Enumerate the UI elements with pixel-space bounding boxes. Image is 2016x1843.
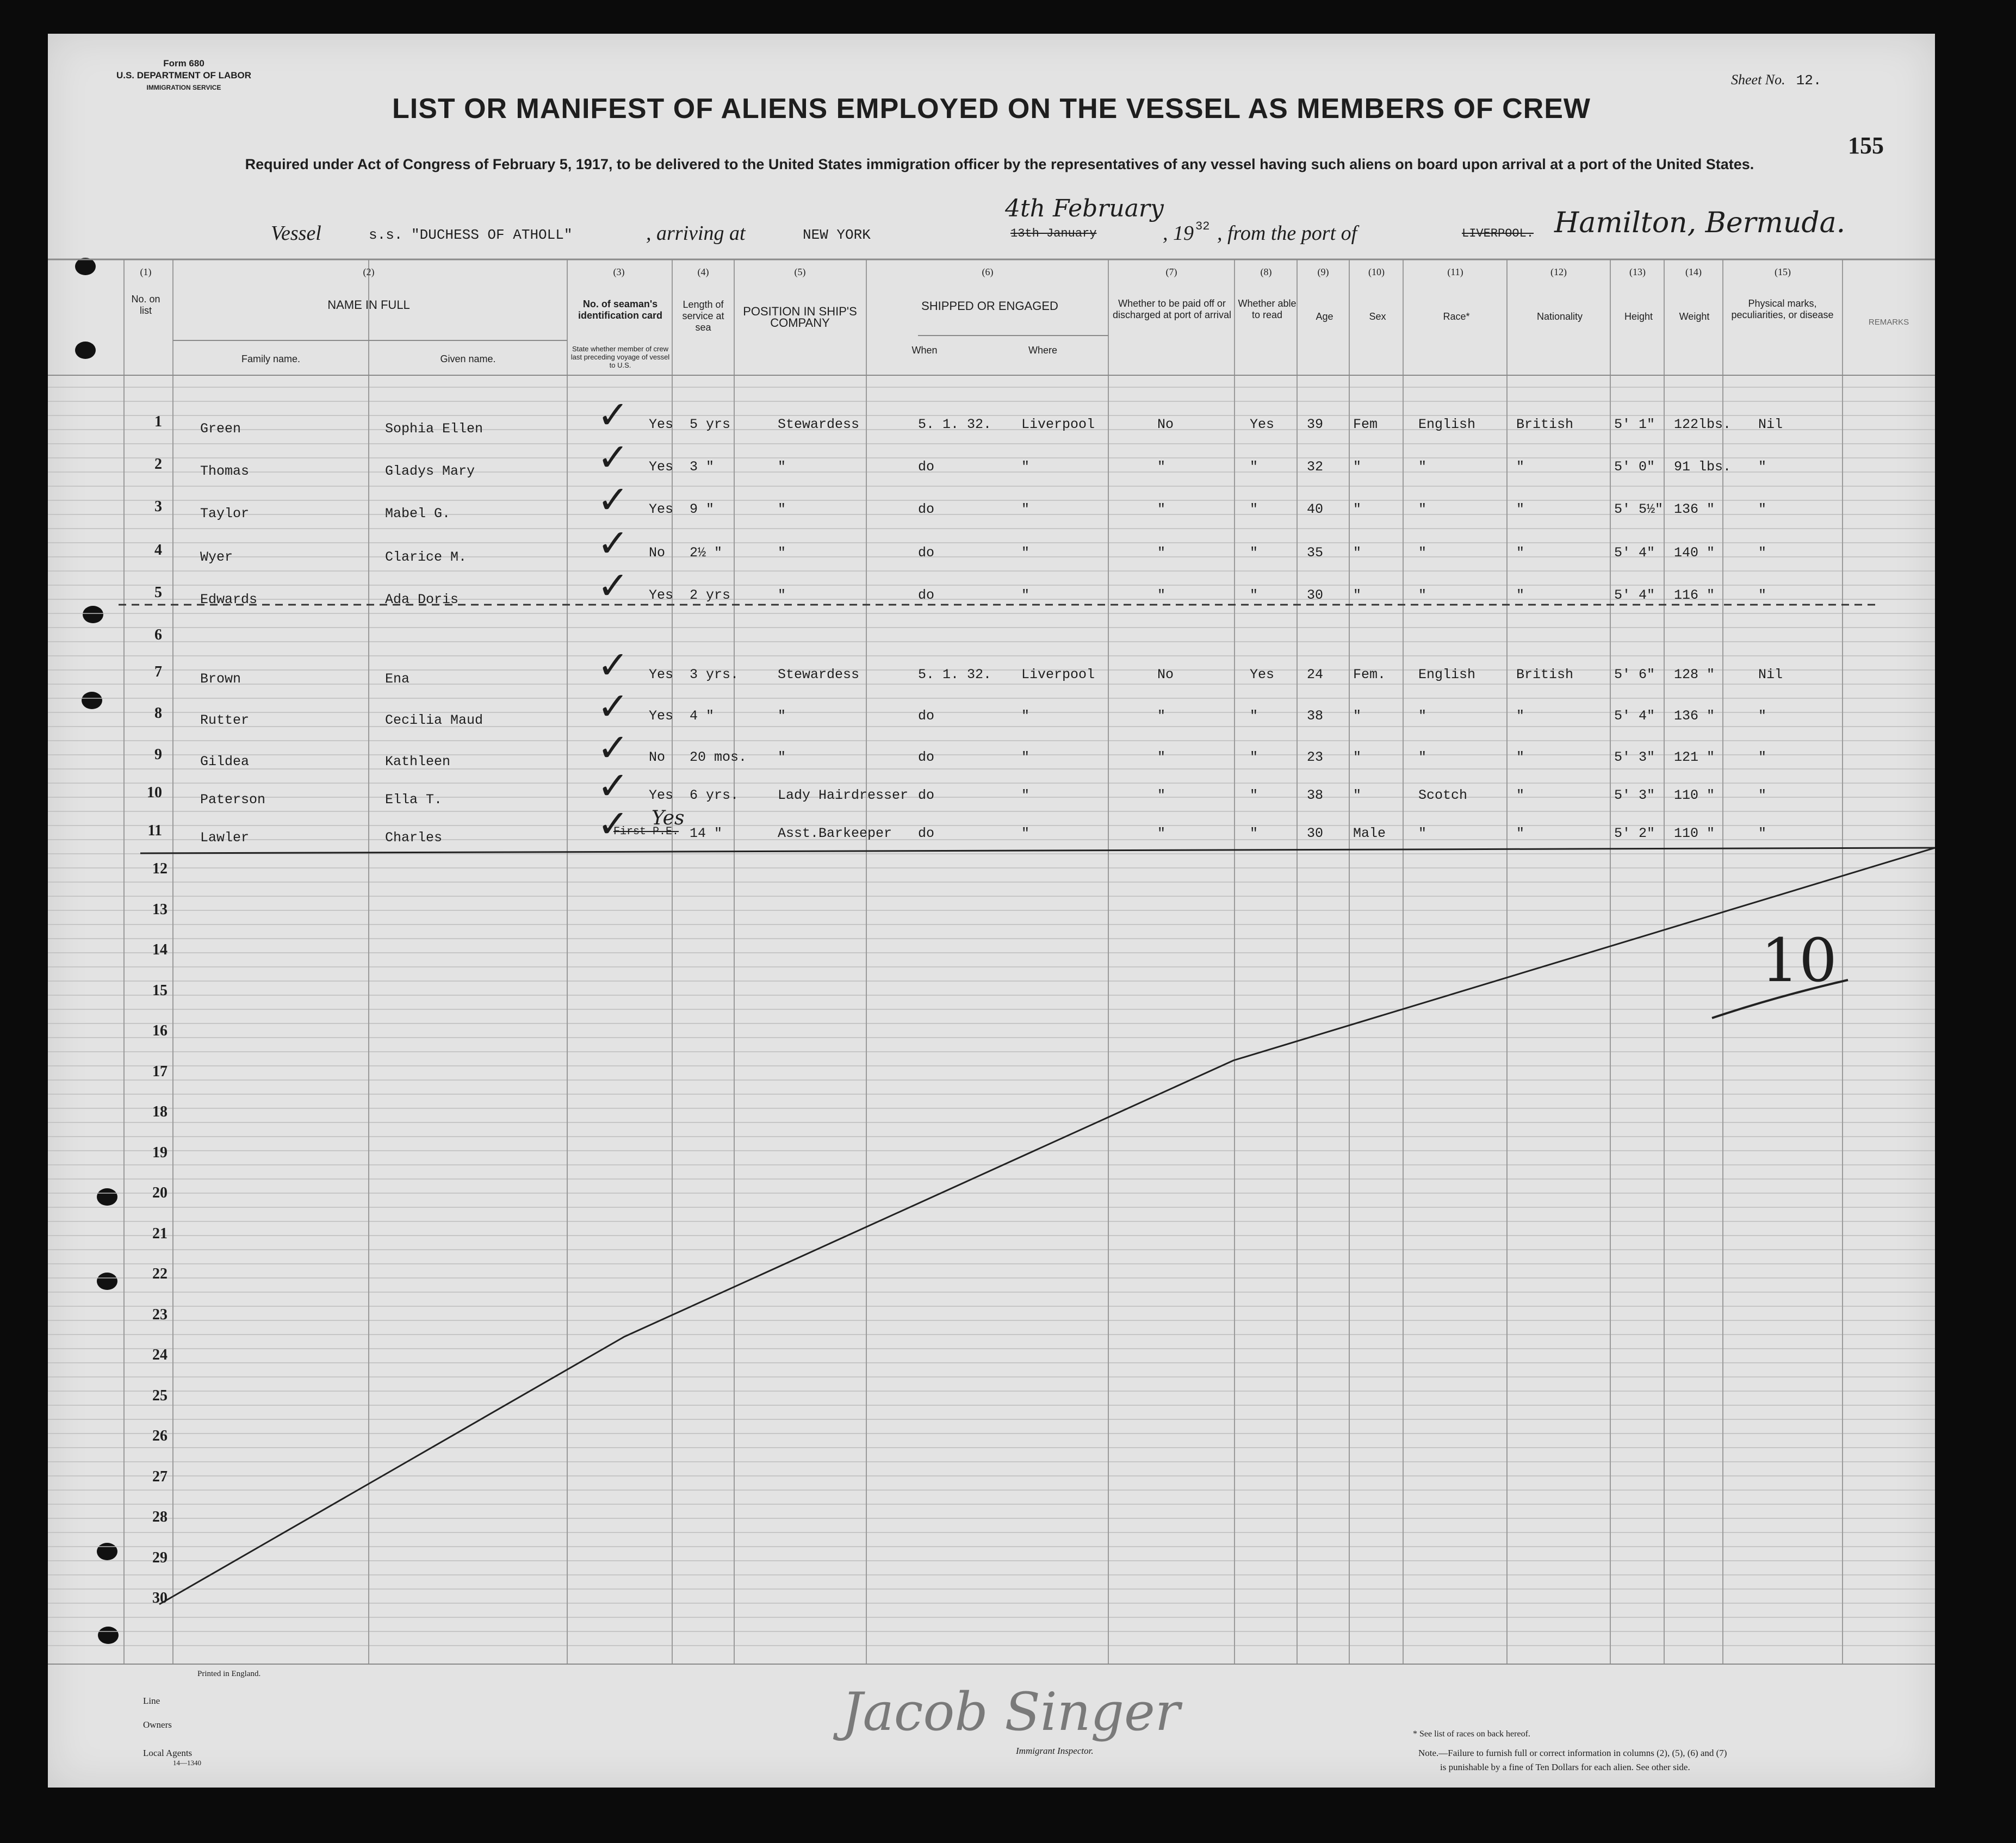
length-of-service-cell: 9 "	[690, 501, 715, 517]
given-name-cell: Kathleen	[385, 754, 451, 770]
check-mark-icon: ✓	[597, 725, 629, 770]
check-mark-icon: ✓	[597, 563, 629, 608]
check-mark-icon: ✓	[597, 764, 629, 808]
from-port-label: , from the port of	[1217, 222, 1357, 245]
shipped-when-cell: do	[918, 708, 935, 724]
sex-cell: "	[1353, 787, 1362, 803]
nationality-cell: "	[1516, 749, 1525, 765]
nationality-cell: "	[1516, 501, 1525, 517]
position-cell: "	[778, 501, 786, 517]
vessel-label: Vessel	[271, 222, 321, 245]
physical-marks-cell: Nil	[1758, 667, 1783, 682]
age-cell: 38	[1307, 787, 1324, 803]
race-cell: "	[1418, 501, 1427, 517]
age-cell: 39	[1307, 417, 1324, 432]
age-cell: 38	[1307, 708, 1324, 724]
check-mark-icon: ✓	[597, 684, 629, 729]
able-to-read-cell: Yes	[1250, 667, 1275, 682]
empty-row-number: 21	[152, 1225, 168, 1242]
shipped-when-cell: do	[918, 459, 935, 475]
seaman-card-cell: Yes	[649, 708, 674, 724]
paid-off-cell: "	[1157, 749, 1166, 765]
age-cell: 24	[1307, 667, 1324, 682]
given-name-cell: Cecilia Maud	[385, 712, 483, 728]
able-to-read-cell: "	[1250, 587, 1258, 603]
race-cell: "	[1418, 587, 1427, 603]
shipped-when-cell: do	[918, 787, 935, 803]
nationality-cell: British	[1516, 667, 1574, 682]
length-of-service-cell: 2 yrs	[690, 587, 731, 603]
height-cell: 5' 1"	[1614, 417, 1655, 432]
check-mark-icon: ✓	[597, 521, 629, 566]
handwritten-card-note: Yes	[652, 807, 685, 829]
column-number: (3)	[613, 266, 625, 277]
row-number: 9	[154, 746, 162, 763]
paid-off-cell: "	[1157, 545, 1166, 561]
sex-cell: "	[1353, 749, 1362, 765]
seaman-card-cell: No	[649, 749, 666, 765]
column-number: (1)	[140, 266, 152, 277]
row-number: 11	[147, 822, 162, 839]
height-cell: 5' 4"	[1614, 545, 1655, 561]
form-code: 14—1340	[173, 1759, 201, 1767]
column-number: (15)	[1775, 266, 1791, 277]
column-number: (2)	[363, 266, 375, 277]
physical-marks-cell: "	[1758, 708, 1767, 724]
empty-row-number: 15	[152, 982, 168, 999]
check-mark-icon: ✓	[597, 435, 629, 480]
sex-cell: "	[1353, 708, 1362, 724]
arrival-date-handwritten: 4th February	[1005, 195, 1164, 222]
physical-marks-cell: "	[1758, 459, 1767, 475]
nationality-cell: British	[1516, 417, 1574, 432]
able-to-read-cell: "	[1250, 787, 1258, 803]
weight-cell: 128 "	[1674, 667, 1715, 682]
col-age: Age	[1316, 311, 1333, 322]
page-number: 155	[1848, 132, 1884, 159]
row-number: 6	[154, 626, 162, 643]
given-name-cell: Sophia Ellen	[385, 421, 483, 437]
row-number: 7	[154, 663, 162, 680]
table-grid	[48, 34, 1935, 1788]
height-cell: 5' 4"	[1614, 708, 1655, 724]
able-to-read-cell: "	[1250, 501, 1258, 517]
physical-marks-cell: Nil	[1758, 417, 1783, 432]
empty-row-number: 23	[152, 1306, 168, 1323]
column-number: (11)	[1447, 266, 1463, 277]
race-cell: Scotch	[1418, 787, 1468, 803]
able-to-read-cell: "	[1250, 749, 1258, 765]
column-number: (13)	[1629, 266, 1646, 277]
length-of-service-cell: 20 mos.	[690, 749, 747, 765]
owners-label: Owners	[143, 1720, 172, 1730]
race-cell: "	[1418, 459, 1427, 475]
handwritten-tally: 10	[1761, 926, 1837, 995]
physical-marks-cell: "	[1758, 749, 1767, 765]
race-cell: "	[1418, 749, 1427, 765]
penalty-note-line-1: Note.—Failure to furnish full or correct information in columns (2), (5), (6) and (7)	[1418, 1748, 1727, 1758]
column-number: (4)	[697, 266, 709, 277]
empty-row-number: 20	[152, 1184, 168, 1201]
nationality-cell: "	[1516, 545, 1525, 561]
line-label: Line	[143, 1696, 160, 1706]
seaman-card-cell: Yes	[649, 587, 674, 603]
length-of-service-cell: 4 "	[690, 708, 715, 724]
column-number: (8)	[1260, 266, 1272, 277]
position-cell: "	[778, 459, 786, 475]
local-agents-label: Local Agents	[143, 1748, 193, 1758]
length-of-service-cell: 5 yrs	[690, 417, 731, 432]
empty-row-number: 28	[152, 1509, 168, 1525]
position-cell: Asst.Barkeeper	[778, 826, 892, 841]
race-cell: "	[1418, 826, 1427, 841]
col-when: When	[911, 345, 938, 356]
nationality-cell: "	[1516, 587, 1525, 603]
weight-cell: 110 "	[1674, 826, 1715, 841]
column-number: (14)	[1685, 266, 1702, 277]
able-to-read-cell: "	[1250, 826, 1258, 841]
length-of-service-cell: 3 "	[690, 459, 715, 475]
penalty-note-line-2: is punishable by a fine of Ten Dollars for each alien. See other side.	[1440, 1762, 1690, 1772]
sex-cell: Fem.	[1353, 667, 1386, 682]
empty-row-number: 19	[152, 1144, 168, 1161]
row-number: 4	[154, 542, 162, 559]
given-name-cell: Mabel G.	[385, 506, 451, 522]
family-name-cell: Gildea	[200, 754, 250, 770]
col-sex: Sex	[1369, 311, 1386, 322]
nationality-cell: "	[1516, 787, 1525, 803]
inspector-label: Immigrant Inspector.	[1016, 1746, 1094, 1756]
arrival-port: NEW YORK	[803, 227, 871, 243]
length-of-service-cell: 3 yrs.	[690, 667, 739, 682]
shipped-when-cell: 5. 1. 32.	[918, 417, 992, 432]
arriving-label: , arriving at	[646, 222, 746, 245]
service-name: IMMIGRATION SERVICE	[146, 84, 221, 91]
row-number: 3	[154, 498, 162, 515]
from-port-struck: LIVERPOOL.	[1462, 227, 1534, 240]
col-family-name: Family name.	[241, 353, 301, 364]
empty-row-number: 14	[152, 941, 168, 958]
arrival-year: 32	[1195, 220, 1210, 233]
weight-cell: 140 "	[1674, 545, 1715, 561]
paid-off-cell: No	[1157, 667, 1174, 682]
col-given-name: Given name.	[440, 353, 496, 364]
empty-row-number: 17	[152, 1063, 168, 1080]
race-cell: English	[1418, 667, 1476, 682]
family-name-cell: Edwards	[200, 592, 258, 607]
form-number: Form 680	[163, 58, 204, 69]
length-of-service-cell: 14 "	[690, 826, 723, 841]
able-to-read-cell: Yes	[1250, 417, 1275, 432]
row-number: 1	[154, 413, 162, 430]
shipped-when-cell: do	[918, 826, 935, 841]
column-number: (7)	[1165, 266, 1177, 277]
family-name-cell: Wyer	[200, 549, 233, 565]
check-mark-icon: ✓	[597, 477, 629, 522]
paid-off-cell: "	[1157, 587, 1166, 603]
check-mark-icon: ✓	[597, 643, 629, 687]
position-cell: Lady Hairdresser	[778, 787, 909, 803]
sex-cell: Fem	[1353, 417, 1378, 432]
able-to-read-cell: "	[1250, 459, 1258, 475]
shipped-when-cell: do	[918, 545, 935, 561]
shipped-when-cell: 5. 1. 32.	[918, 667, 992, 682]
seaman-card-cell: No	[649, 545, 666, 561]
arrival-date-struck: 13th January	[1010, 227, 1097, 240]
sheet-label: Sheet No.	[1731, 72, 1785, 88]
height-cell: 5' 4"	[1614, 587, 1655, 603]
vessel-name: s.s. "DUCHESS OF ATHOLL"	[369, 227, 573, 243]
given-name-cell: Ella T.	[385, 792, 443, 808]
shipped-where-cell: Liverpool	[1021, 667, 1095, 682]
cancel-diagonal-line	[159, 848, 1935, 1604]
shipped-where-cell: "	[1021, 749, 1030, 765]
col-height: Height	[1624, 311, 1653, 322]
position-cell: "	[778, 749, 786, 765]
paid-off-cell: "	[1157, 459, 1166, 475]
position-cell: Stewardess	[778, 667, 860, 682]
family-name-cell: Taylor	[200, 506, 250, 522]
shipped-when-cell: do	[918, 501, 935, 517]
check-mark-icon: ✓	[597, 802, 629, 846]
printed-in-england: Printed in England.	[197, 1670, 261, 1678]
physical-marks-cell: "	[1758, 501, 1767, 517]
position-cell: "	[778, 587, 786, 603]
sex-cell: "	[1353, 587, 1362, 603]
physical-marks-cell: "	[1758, 587, 1767, 603]
sex-cell: "	[1353, 545, 1362, 561]
family-name-cell: Brown	[200, 671, 241, 687]
sex-cell: "	[1353, 459, 1362, 475]
empty-row-number: 16	[152, 1022, 168, 1039]
physical-marks-cell: "	[1758, 787, 1767, 803]
page-title: LIST OR MANIFEST OF ALIENS EMPLOYED ON THE VESSEL AS MEMBERS OF CREW	[392, 93, 1591, 125]
empty-row-number: 24	[152, 1346, 168, 1363]
race-note: * See list of races on back hereof.	[1413, 1729, 1530, 1739]
physical-marks-cell: "	[1758, 545, 1767, 561]
race-cell: "	[1418, 708, 1427, 724]
length-of-service-cell: 6 yrs.	[690, 787, 739, 803]
weight-cell: 121 "	[1674, 749, 1715, 765]
col-position: POSITION IN SHIP'S COMPANY	[743, 305, 857, 330]
weight-cell: 136 "	[1674, 708, 1715, 724]
col-where: Where	[1028, 345, 1057, 356]
row-number: 10	[147, 784, 162, 801]
seaman-card-cell: Yes	[649, 667, 674, 682]
col-remarks: REMARKS	[1868, 318, 1909, 327]
physical-marks-cell: "	[1758, 826, 1767, 841]
seaman-card-cell: First P.E.	[613, 826, 679, 838]
shipped-where-cell: Liverpool	[1021, 417, 1095, 432]
seaman-card-cell: Yes	[649, 787, 674, 803]
manifest-sheet	[48, 34, 1935, 1788]
weight-cell: 116 "	[1674, 587, 1715, 603]
shipped-where-cell: "	[1021, 459, 1030, 475]
paid-off-cell: "	[1157, 501, 1166, 517]
shipped-where-cell: "	[1021, 826, 1030, 841]
shipped-where-cell: "	[1021, 787, 1030, 803]
year-prefix: , 19	[1163, 222, 1194, 245]
sex-cell: Male	[1353, 826, 1386, 841]
weight-cell: 91 lbs.	[1674, 459, 1732, 475]
given-name-cell: Ena	[385, 671, 410, 687]
col-physical: Physical marks, peculiarities, or disease	[1731, 298, 1834, 320]
inspector-signature: Jacob Singer	[842, 1681, 1180, 1742]
empty-row-number: 12	[152, 860, 168, 877]
age-cell: 23	[1307, 749, 1324, 765]
nationality-cell: "	[1516, 826, 1525, 841]
position-cell: Stewardess	[778, 417, 860, 432]
family-name-cell: Thomas	[200, 463, 250, 479]
column-number: (5)	[794, 266, 806, 277]
weight-cell: 122lbs.	[1674, 417, 1732, 432]
shipped-where-cell: "	[1021, 545, 1030, 561]
paid-off-cell: "	[1157, 708, 1166, 724]
empty-row-number: 30	[152, 1590, 168, 1606]
length-of-service-cell: 2½ "	[690, 545, 723, 561]
row-number: 5	[154, 584, 162, 601]
seaman-card-cell: Yes	[649, 501, 674, 517]
column-number: (10)	[1368, 266, 1385, 277]
given-name-cell: Clarice M.	[385, 549, 467, 565]
given-name-cell: Gladys Mary	[385, 463, 475, 479]
height-cell: 5' 0"	[1614, 459, 1655, 475]
page-subtitle: Required under Act of Congress of February 5, 1917, to be delivered to the United States immigration officer by the representatives of any vessel having such aliens on board upon arrival at a port of the United States.	[245, 156, 1754, 172]
col-nationality: Nationality	[1536, 311, 1583, 322]
able-to-read-cell: "	[1250, 708, 1258, 724]
empty-row-number: 13	[152, 901, 168, 918]
family-name-cell: Green	[200, 421, 241, 437]
paid-off-cell: "	[1157, 826, 1166, 841]
col-seaman-card-note: State whether member of crew last preceding voyage of vessel to U.S.	[570, 345, 670, 369]
from-port-handwritten: Hamilton, Bermuda.	[1554, 207, 1846, 239]
position-cell: "	[778, 708, 786, 724]
sex-cell: "	[1353, 501, 1362, 517]
col-length-service: Length of service at sea	[682, 299, 724, 333]
empty-row-number: 18	[152, 1103, 168, 1120]
seaman-card-cell: Yes	[649, 459, 674, 475]
shipped-where-cell: "	[1021, 501, 1030, 517]
age-cell: 30	[1307, 826, 1324, 841]
paid-off-cell: No	[1157, 417, 1174, 432]
shipped-when-cell: do	[918, 749, 935, 765]
family-name-cell: Rutter	[200, 712, 250, 728]
nationality-cell: "	[1516, 459, 1525, 475]
age-cell: 40	[1307, 501, 1324, 517]
height-cell: 5' 2"	[1614, 826, 1655, 841]
check-mark-icon: ✓	[597, 393, 629, 437]
shipped-where-cell: "	[1021, 587, 1030, 603]
shipped-when-cell: do	[918, 587, 935, 603]
able-to-read-cell: "	[1250, 545, 1258, 561]
col-no-on-list: No. on list	[131, 294, 160, 316]
weight-cell: 136 "	[1674, 501, 1715, 517]
col-race: Race*	[1443, 311, 1470, 322]
col-shipped: SHIPPED OR ENGAGED	[921, 299, 1058, 313]
sheet-number: 12.	[1796, 72, 1822, 89]
col-name-in-full: NAME IN FULL	[327, 298, 410, 312]
height-cell: 5' 6"	[1614, 667, 1655, 682]
empty-row-number: 25	[152, 1387, 168, 1404]
seaman-card-cell: Yes	[649, 417, 674, 432]
col-able-read: Whether able to read	[1238, 298, 1297, 320]
age-cell: 35	[1307, 545, 1324, 561]
shipped-where-cell: "	[1021, 708, 1030, 724]
height-cell: 5' 5½"	[1614, 501, 1664, 517]
height-cell: 5' 3"	[1614, 787, 1655, 803]
row-number: 8	[154, 705, 162, 722]
race-cell: "	[1418, 545, 1427, 561]
weight-cell: 110 "	[1674, 787, 1715, 803]
paid-off-cell: "	[1157, 787, 1166, 803]
family-name-cell: Lawler	[200, 830, 250, 846]
empty-row-number: 29	[152, 1549, 168, 1566]
given-name-cell: Charles	[385, 830, 443, 846]
empty-row-number: 26	[152, 1428, 168, 1444]
age-cell: 32	[1307, 459, 1324, 475]
empty-row-number: 27	[152, 1468, 168, 1485]
col-seaman-card: No. of seaman's identification card	[578, 299, 663, 321]
position-cell: "	[778, 545, 786, 561]
family-name-cell: Paterson	[200, 792, 266, 808]
column-number: (6)	[982, 266, 994, 277]
race-cell: English	[1418, 417, 1476, 432]
department-name: U.S. DEPARTMENT OF LABOR	[116, 70, 252, 80]
col-weight: Weight	[1679, 311, 1710, 322]
height-cell: 5' 3"	[1614, 749, 1655, 765]
given-name-cell: Ada Doris	[385, 592, 459, 607]
col-paid-off: Whether to be paid off or discharged at port of arrival	[1112, 298, 1232, 320]
nationality-cell: "	[1516, 708, 1525, 724]
age-cell: 30	[1307, 587, 1324, 603]
empty-row-number: 22	[152, 1265, 168, 1282]
column-number: (12)	[1550, 266, 1567, 277]
column-number: (9)	[1317, 266, 1329, 277]
row-number: 2	[154, 456, 162, 473]
